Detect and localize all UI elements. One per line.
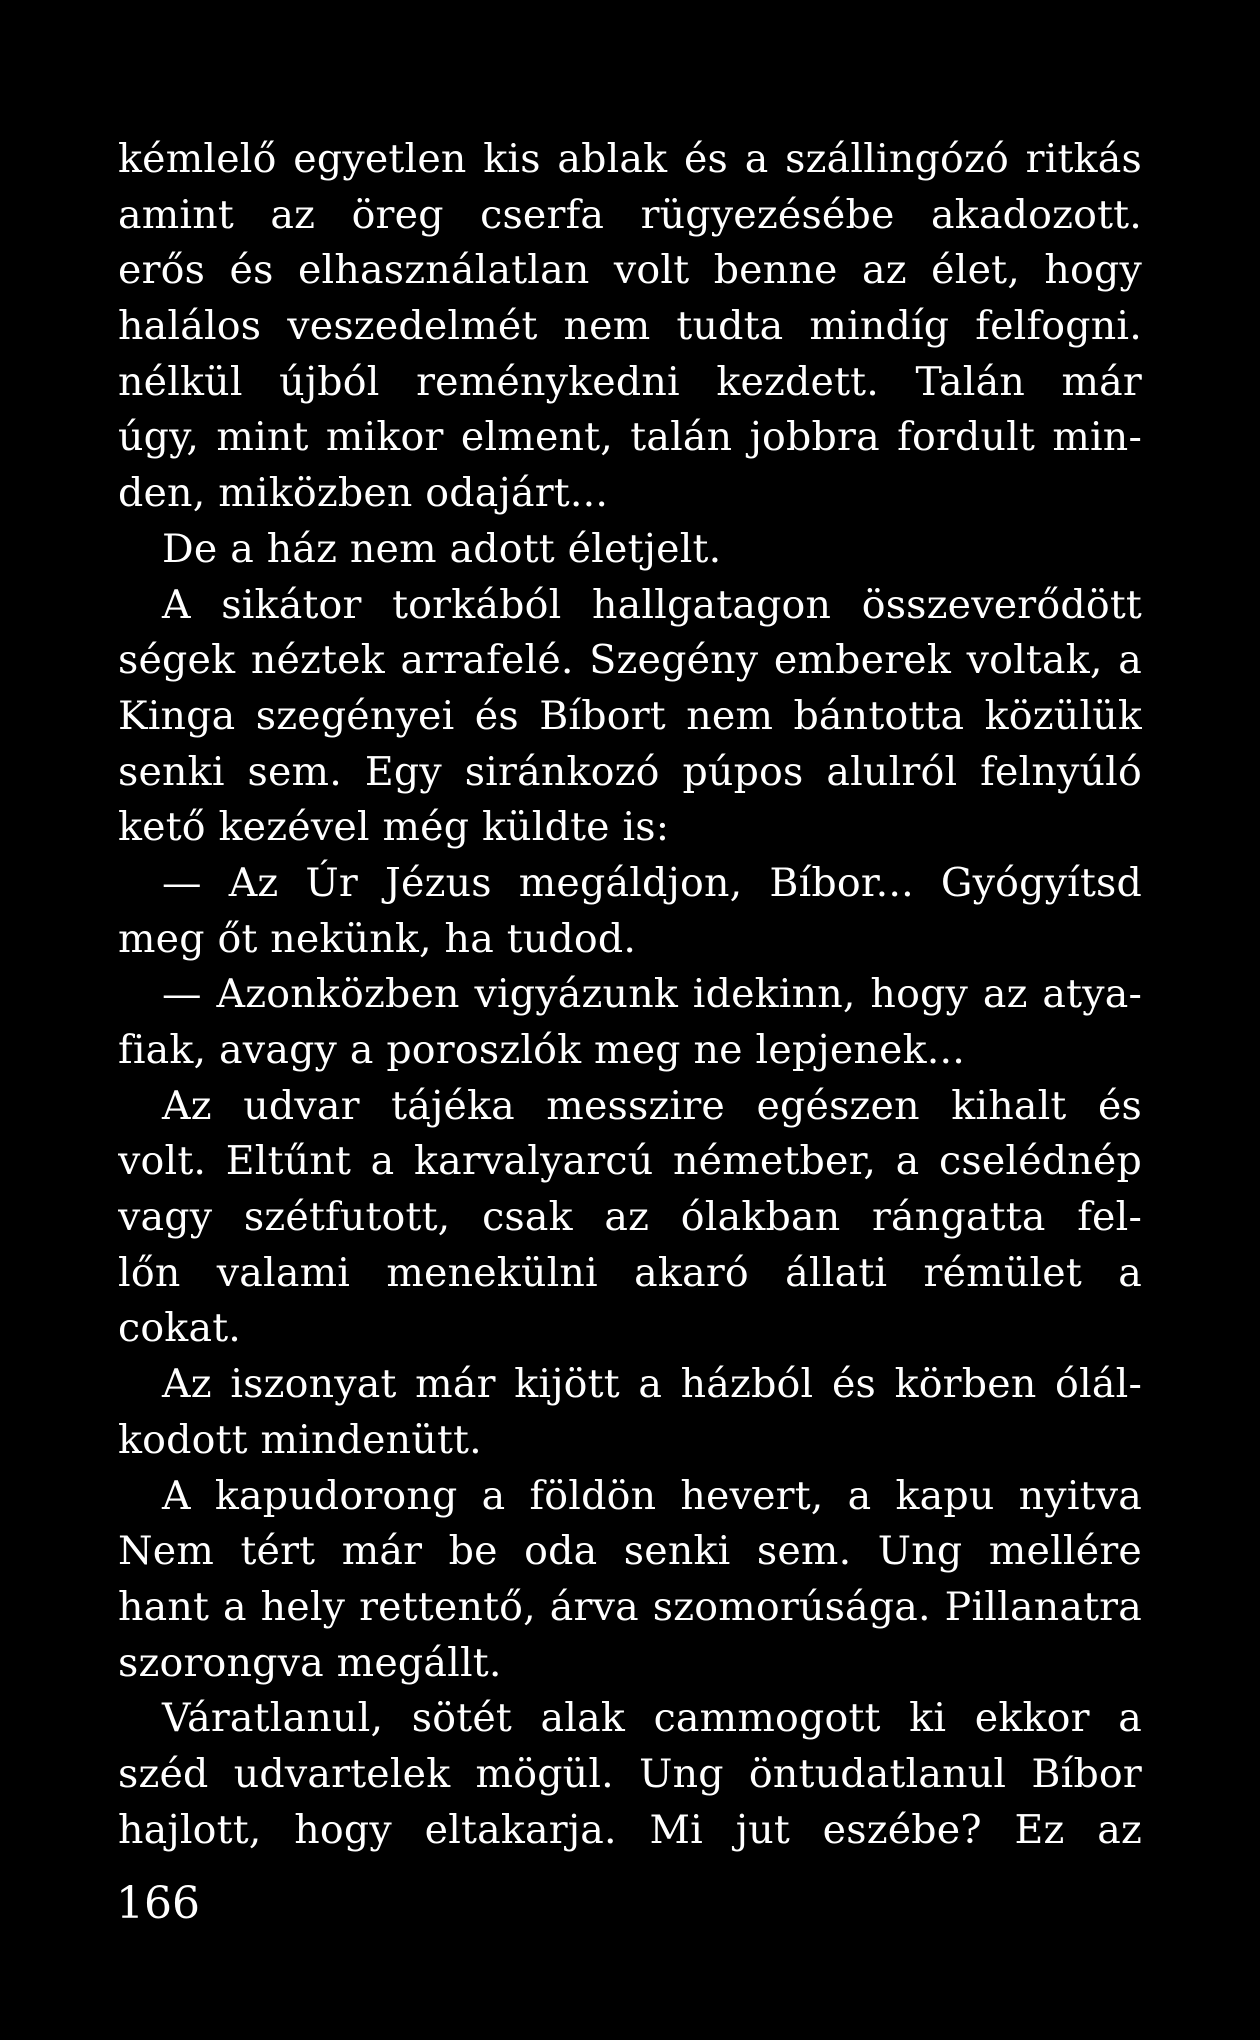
text-line: széd udvartelek mögül. Ung öntudatlanul Bíbor xyxy=(118,1750,1142,1797)
text-line: A sikátor torkából hallgatagon összeverődött xyxy=(162,581,1142,628)
text-line: fiak, avagy a poroszlók meg ne lepjenek... xyxy=(118,1027,966,1073)
text-line: lőn valami menekülni akaró állati rémület a xyxy=(118,1249,1142,1296)
text-line: — Azonközben vigyázunk idekinn, hogy az atya- xyxy=(162,971,1142,1018)
text-line: szorongva megállt. xyxy=(118,1639,502,1686)
text-line: den, miközben odajárt... xyxy=(118,470,609,517)
text-line: hajlott, hogy eltakarja. Mi jut eszébe? Ez az xyxy=(118,1806,1142,1853)
text-line: erős és elhasználatlan volt benne az élet, hogy xyxy=(118,247,1142,294)
text-line: kémlelő egyetlen kis ablak és a szállingózó ritkás xyxy=(118,136,1142,182)
text-line: Nem tért már be oda senki sem. Ung mellére xyxy=(118,1528,1142,1575)
text-line: A kapudorong a földön hevert, a kapu nyitva xyxy=(162,1472,1142,1519)
text-line: amint az öreg cserfa rügyezésébe akadozott. xyxy=(118,191,1142,238)
text-line: hant a hely rettentő, árva szomorúsága. Pillanatra xyxy=(118,1583,1142,1630)
text-line: kető kezével még küldte is: xyxy=(118,804,670,851)
text-line: Az udvar tájéka messzire egészen kihalt és xyxy=(162,1082,1142,1129)
page-number: 166 xyxy=(116,1878,200,1929)
text-line: úgy, mint mikor elment, talán jobbra fordult min- xyxy=(118,414,1142,461)
page-text-body xyxy=(118,132,1142,1858)
text-line: vagy szétfutott, csak az ólakban rángatta fel- xyxy=(118,1194,1142,1241)
text-line: ségek néztek arrafelé. Szegény emberek voltak, a xyxy=(118,637,1142,684)
text-line: — Az Úr Jézus megáldjon, Bíbor... Gyógyítsd xyxy=(162,859,1142,906)
text-line: Az iszonyat már kijött a házból és körben ólál- xyxy=(162,1361,1142,1408)
text-line: meg őt nekünk, ha tudod. xyxy=(118,915,637,962)
text-line: halálos veszedelmét nem tudta mindíg felfogni. xyxy=(118,303,1142,350)
text-line: volt. Eltűnt a karvalyarcú németber, a cselédnép xyxy=(118,1138,1142,1185)
text-line: Kinga szegényei és Bíbort nem bántotta közülük xyxy=(118,692,1142,739)
text-line: cokat. xyxy=(118,1305,242,1352)
text-line: nélkül újból reménykedni kezdett. Talán már xyxy=(118,358,1142,405)
text-line: senki sem. Egy siránkozó púpos alulról felnyúló xyxy=(118,748,1142,795)
text-line: Váratlanul, sötét alak cammogott ki ekkor a xyxy=(162,1695,1142,1742)
text-line: kodott mindenütt. xyxy=(118,1416,482,1463)
text-line: De a ház nem adott életjelt. xyxy=(162,525,722,572)
